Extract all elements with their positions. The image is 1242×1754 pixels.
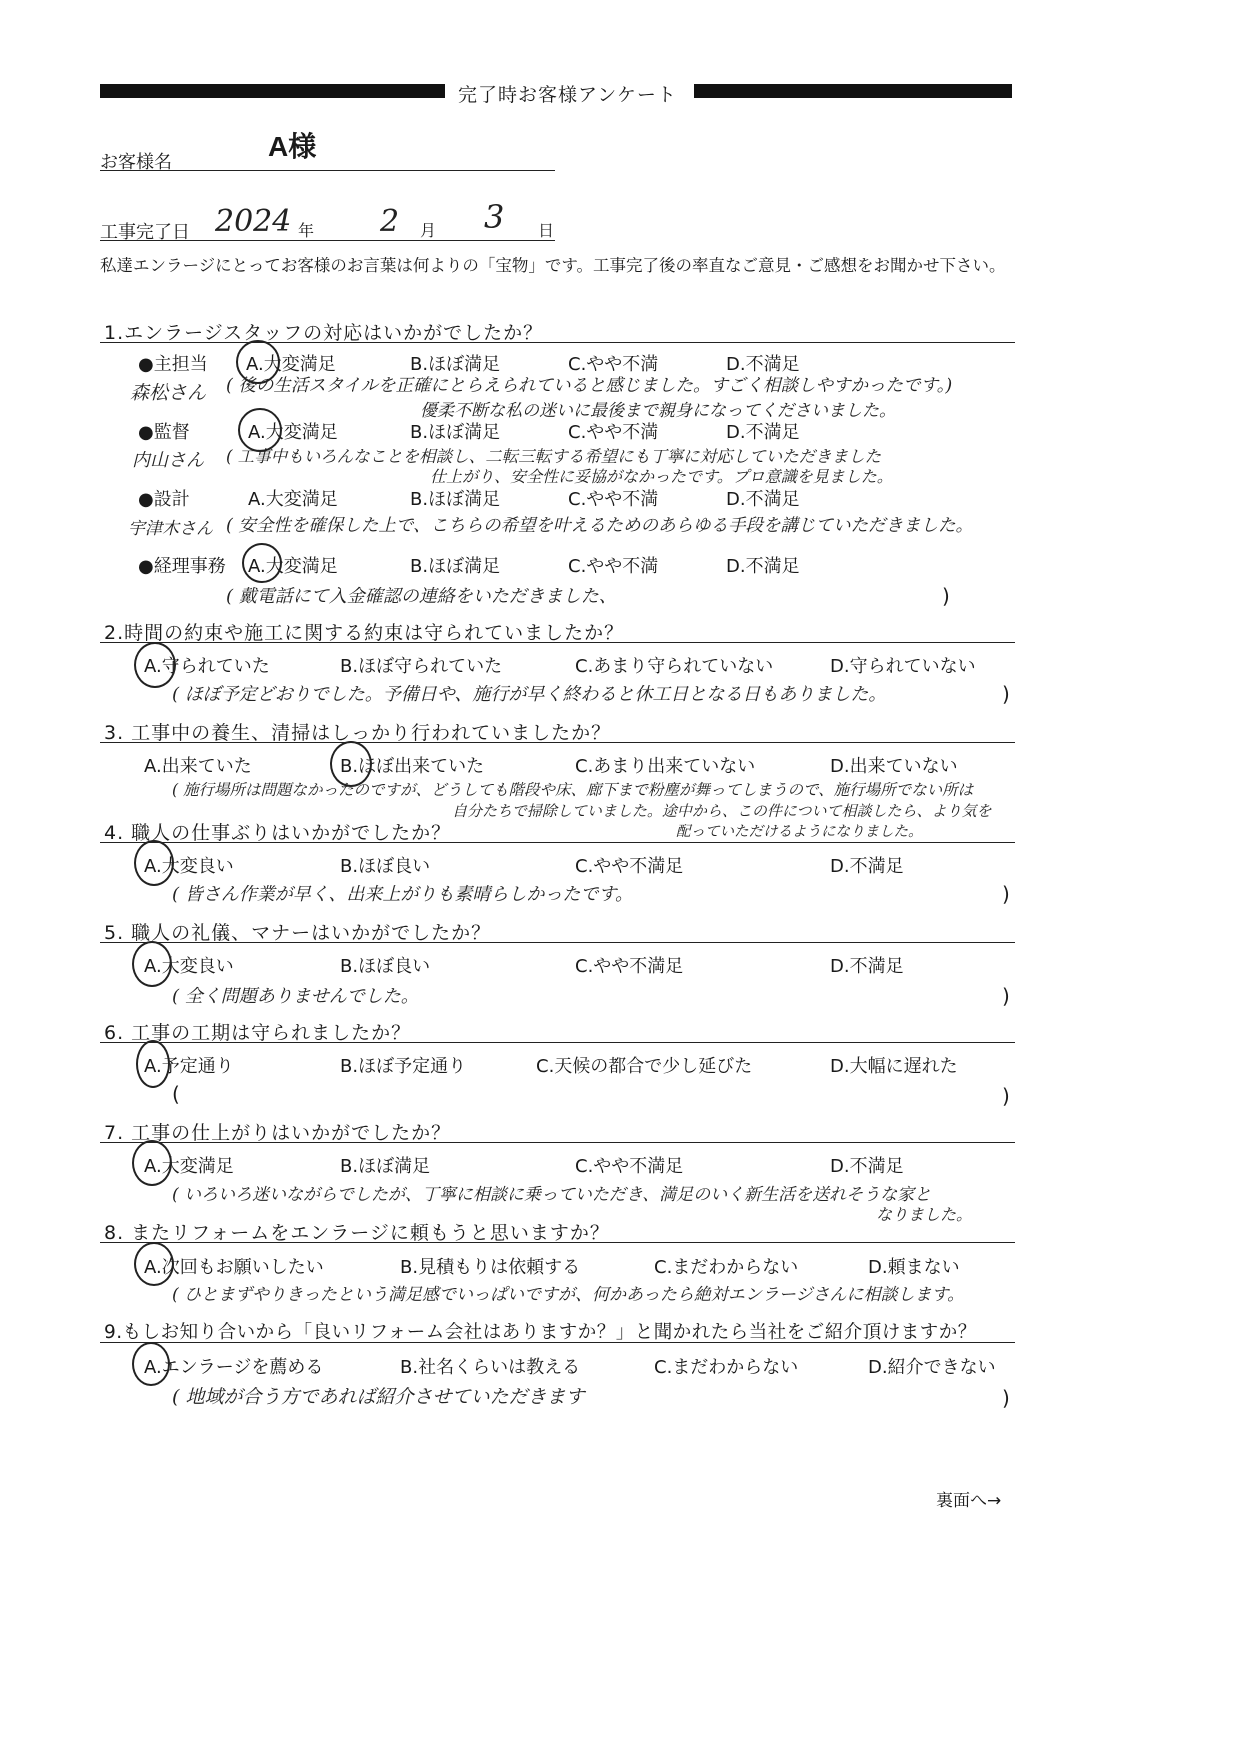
q4-opt-a: A.大変良い [144, 856, 234, 877]
q8-underline [100, 1242, 1015, 1243]
q2-selected-circle [134, 642, 176, 688]
q7-opt-d: D.不満足 [830, 1156, 904, 1177]
q1-row1-comment1: ( 後の生活スタイルを正確にとらえられていると感じました。すごく相談しやすかったです。) [226, 376, 953, 396]
q3-opt-b: B.ほぼ出来ていた [340, 756, 485, 777]
q1-row4-close: ) [942, 584, 950, 608]
q6-title: 6. 工事の工期は守られましたか？ [104, 1022, 412, 1044]
q3-underline [100, 742, 1015, 743]
q1-row3-opt-a: A.大変満足 [248, 489, 338, 510]
q3-opt-d: D.出来ていない [830, 756, 958, 777]
q1-row1-opt-d: D.不満足 [726, 354, 800, 375]
q1-row4-role: ●経理事務 [138, 556, 226, 577]
q3-opt-c: C.あまり出来ていない [575, 756, 756, 777]
q1-row4-opt-b: B.ほぼ満足 [410, 556, 501, 577]
q6-opt-d: D.大幅に遅れた [830, 1056, 958, 1077]
q6-opt-b: B.ほぼ予定通り [340, 1056, 467, 1077]
q3-comment1: ( 施行場所は問題なかったのですが、どうしても階段や床、廊下まで粉塵が舞ってしまうので、施行場所でない所は [172, 781, 974, 799]
intro-text: 私達エンラージにとってお客様のお言葉は何よりの「宝物」です。工事完了後の率直なご意見・ご感想をお聞かせ下さい。 [100, 256, 1006, 275]
q7-opt-a: A.大変満足 [144, 1156, 234, 1177]
q1-row2-opt-a: A.大変満足 [248, 422, 338, 443]
q2-title: 2.時間の約束や施工に関する約束は守られていましたか？ [104, 622, 625, 644]
q9-close: ) [1002, 1386, 1010, 1410]
q5-comment: ( 全く問題ありませんでした。 [172, 986, 419, 1007]
q3-opt-a: A.出来ていた [144, 756, 252, 777]
completion-month: 2 [380, 204, 400, 239]
q1-row2-opt-d: D.不満足 [726, 422, 800, 443]
q8-opt-b: B.見積もりは依頼する [400, 1257, 581, 1278]
q2-underline [100, 642, 1015, 643]
q7-comment2: なりました。 [876, 1205, 973, 1224]
q1-row2-comment2: 仕上がり、安全性に妥協がなかったです。プロ意識を見ました。 [430, 467, 893, 486]
completion-underline [100, 240, 555, 241]
q1-row2-opt-b: B.ほぼ満足 [410, 422, 501, 443]
q1-row3-opt-d: D.不満足 [726, 489, 800, 510]
q8-title: 8. またリフォームをエンラージに頼もうと思いますか？ [104, 1222, 610, 1244]
q1-row1-opt-a: A.大変満足 [246, 354, 336, 375]
q7-title: 7. 工事の仕上がりはいかがでしたか？ [104, 1122, 452, 1144]
day-unit: 日 [538, 221, 555, 240]
customer-underline [100, 170, 555, 171]
q7-comment1: ( いろいろ迷いながらでしたが、丁寧に相談に乗っていただき、満足のいく新生活を送れそうな家と [172, 1185, 932, 1205]
q4-opt-d: D.不満足 [830, 856, 904, 877]
q7-opt-c: C.やや不満足 [575, 1156, 684, 1177]
q5-underline [100, 942, 1015, 943]
q6-underline [100, 1042, 1015, 1043]
q1-row3-name: 宇津木さん [128, 519, 213, 539]
q6-open: ( [172, 1082, 180, 1106]
q9-underline [100, 1342, 1015, 1343]
q9-opt-d: D.紹介できない [868, 1357, 996, 1378]
q9-opt-c: C.まだわからない [654, 1357, 799, 1378]
q1-row4-opt-a: A.大変満足 [248, 556, 338, 577]
q9-opt-b: B.社名くらいは教える [400, 1357, 581, 1378]
q1-row1-name: 森松さん [130, 382, 207, 404]
q1-row4-opt-c: C.やや不満 [568, 556, 659, 577]
header-bar-left [100, 84, 445, 98]
q9-selected-circle [132, 1342, 170, 1386]
q1-row2-role: ●監督 [138, 422, 190, 443]
q4-title: 4. 職人の仕事ぶりはいかがでしたか？ [104, 822, 452, 844]
q4-opt-c: C.やや不満足 [575, 856, 684, 877]
q5-opt-a: A.大変良い [144, 956, 234, 977]
q1-row3-opt-b: B.ほぼ満足 [410, 489, 501, 510]
q4-selected-circle [134, 840, 174, 886]
q3-title: 3. 工事中の養生、清掃はしっかり行われていましたか？ [104, 722, 612, 744]
q7-underline [100, 1142, 1015, 1143]
q9-comment: ( 地域が合う方であれば紹介させていただきます [172, 1386, 585, 1408]
q5-title: 5. 職人の礼儀、マナーはいかがでしたか？ [104, 922, 492, 944]
completion-year: 2024 [215, 204, 292, 239]
year-unit: 年 [298, 221, 315, 240]
q4-close: ) [1002, 882, 1010, 906]
q8-opt-a: A.次回もお願いしたい [144, 1257, 324, 1278]
q1-title: 1.エンラージスタッフの対応はいかがでしたか？ [104, 322, 544, 344]
q5-selected-circle [132, 941, 172, 987]
q2-comment: ( ほぼ予定どおりでした。予備日や、施行が早く終わると休工日となる日もありました。 [172, 684, 887, 705]
q4-opt-b: B.ほぼ良い [340, 856, 431, 877]
q1-row1-comment2: 優柔不断な私の迷いに最後まで親身になってくださいました。 [420, 401, 896, 421]
completion-day: 3 [484, 198, 505, 236]
q6-opt-c: C.天候の都合で少し延びた [536, 1056, 753, 1077]
q1-row3-comment1: ( 安全性を確保した上で、こちらの希望を叶えるためのあらゆる手段を講じていただきました。 [226, 516, 974, 536]
q8-comment: ( ひとまずやりきったという満足感でいっぱいですが、何かあったら絶対エンラージさんに相談します。 [172, 1285, 965, 1305]
customer-label: お客様名 [100, 152, 172, 173]
q8-opt-d: D.頼まない [868, 1257, 960, 1278]
q5-opt-d: D.不満足 [830, 956, 904, 977]
q6-selected-circle [136, 1040, 170, 1088]
q1-row3-role: ●設計 [138, 489, 190, 510]
q1-row3-opt-c: C.やや不満 [568, 489, 659, 510]
header-bar-right [694, 84, 1012, 98]
customer-name: A様 [268, 131, 317, 162]
q4-underline [100, 842, 1015, 843]
q5-close: ) [1002, 984, 1010, 1008]
q3-comment2: 自分たちで掃除していました。途中から、この件について相談したら、より気を [452, 802, 992, 820]
q1-row1-opt-b: B.ほぼ満足 [410, 354, 501, 375]
q1-row1-opt-c: C.やや不満 [568, 354, 659, 375]
q1-row1-role: ●主担当 [138, 354, 208, 375]
q9-opt-a: A.エンラージを薦める [144, 1357, 324, 1378]
q3-comment3: 配っていただけるようになりました。 [676, 824, 923, 840]
q2-opt-c: C.あまり守られていない [575, 656, 774, 677]
q7-selected-circle [132, 1140, 172, 1186]
next-page-label: 裏面へ→ [936, 1491, 1002, 1511]
q6-opt-a: A.予定通り [144, 1056, 234, 1077]
page-title: 完了時お客様アンケート [458, 84, 677, 106]
q8-selected-circle [134, 1242, 174, 1286]
q9-title: 9.もしお知り合いから「良いリフォーム会社はありますか？」と聞かれたら当社をご紹介頂けますか？ [104, 1322, 977, 1343]
completion-label: 工事完了日 [100, 222, 190, 243]
q1-underline [100, 342, 1015, 343]
q6-close: ) [1002, 1084, 1010, 1108]
q2-close: ) [1002, 682, 1010, 706]
q1-row4-opt-d: D.不満足 [726, 556, 800, 577]
q5-opt-b: B.ほぼ良い [340, 956, 431, 977]
q1-row2-opt-c: C.やや不満 [568, 422, 659, 443]
q2-opt-a: A.守られていた [144, 656, 270, 677]
q2-opt-d: D.守られていない [830, 656, 976, 677]
q1-row4-selected-circle [242, 543, 282, 583]
q1-row2-name: 内山さん [132, 450, 204, 471]
q5-opt-c: C.やや不満足 [575, 956, 684, 977]
month-unit: 月 [420, 221, 437, 240]
q1-row4-comment1: ( 戴電話にて入金確認の連絡をいただきました、 [226, 586, 617, 607]
q8-opt-c: C.まだわからない [654, 1257, 799, 1278]
q7-opt-b: B.ほぼ満足 [340, 1156, 431, 1177]
q2-opt-b: B.ほぼ守られていた [340, 656, 503, 677]
q1-row2-comment1: ( 工事中もいろんなことを相談し、二転三転する希望にも丁寧に対応していただきました [226, 447, 882, 466]
q4-comment: ( 皆さん作業が早く、出来上がりも素晴らしかったです。 [172, 884, 633, 905]
